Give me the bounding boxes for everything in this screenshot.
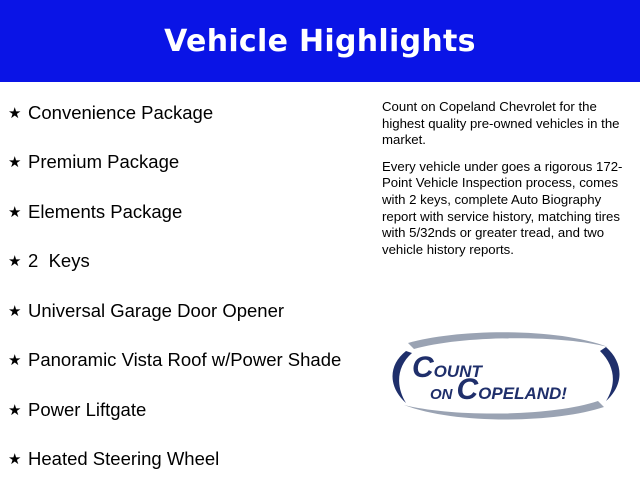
feature-label: Premium Package xyxy=(28,151,179,173)
feature-label: 2 Keys xyxy=(28,250,90,272)
star-icon: ★ xyxy=(8,401,28,419)
star-icon: ★ xyxy=(8,351,28,369)
logo-line1-big: C xyxy=(412,351,435,384)
header-banner xyxy=(0,0,640,82)
feature-label: Convenience Package xyxy=(28,102,213,124)
feature-list xyxy=(8,88,341,484)
list-item xyxy=(8,385,341,435)
feature-label: Elements Package xyxy=(28,201,182,223)
star-icon: ★ xyxy=(8,252,28,270)
logo-line1-small: OUNT xyxy=(434,362,484,381)
logo-line2-big: C xyxy=(457,373,480,406)
logo-line2-rest: OPELAND! xyxy=(478,384,567,403)
dealer-blurb xyxy=(382,99,632,268)
feature-label: Heated Steering Wheel xyxy=(28,448,219,470)
star-icon: ★ xyxy=(8,104,28,122)
list-item xyxy=(8,435,341,484)
blurb-paragraph-2: Every vehicle under goes a rigorous 172-Point Vehicle Inspection process, comes with 2 keys, complete Auto Biography report with service history, matching tires with 5/32nds or greater tread, and two vehicle history reports. xyxy=(382,159,632,259)
feature-label: Panoramic Vista Roof w/Power Shade xyxy=(28,349,341,371)
feature-label: Power Liftgate xyxy=(28,399,146,421)
page-title: Vehicle Highlights xyxy=(164,24,476,59)
blurb-paragraph-1: Count on Copeland Chevrolet for the highest quality pre-owned vehicles in the market. xyxy=(382,99,632,149)
feature-label: Universal Garage Door Opener xyxy=(28,300,284,322)
star-icon: ★ xyxy=(8,203,28,221)
list-item xyxy=(8,187,341,237)
list-item xyxy=(8,336,341,386)
list-item xyxy=(8,286,341,336)
logo-line2-small: ON xyxy=(430,386,454,403)
count-on-copeland-logo xyxy=(386,325,626,425)
star-icon: ★ xyxy=(8,153,28,171)
list-item xyxy=(8,88,341,138)
star-icon: ★ xyxy=(8,302,28,320)
star-icon: ★ xyxy=(8,450,28,468)
list-item xyxy=(8,138,341,188)
list-item xyxy=(8,237,341,287)
